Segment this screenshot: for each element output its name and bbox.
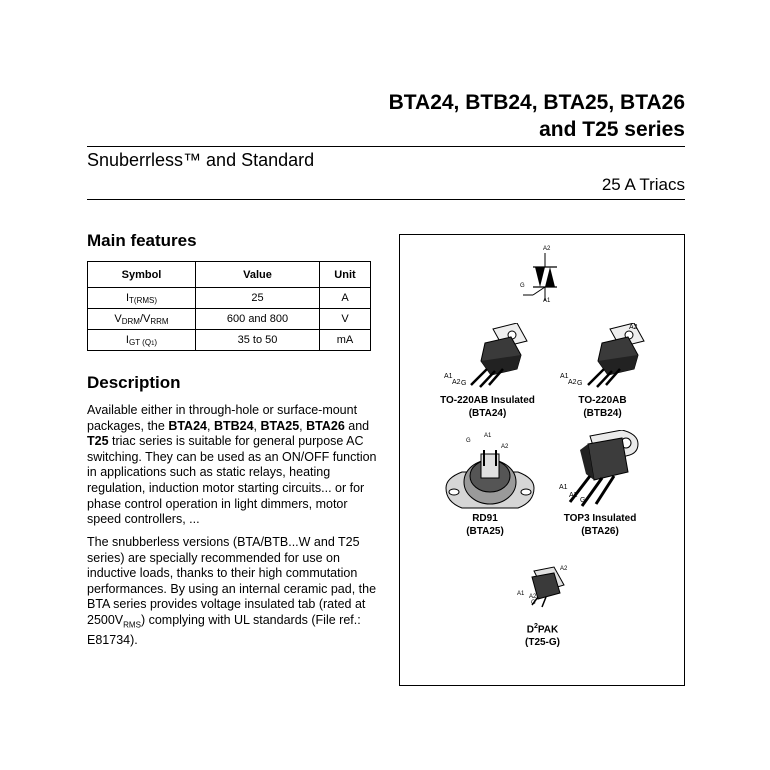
description-heading: Description: [87, 373, 181, 392]
pin-label-a1: A1: [543, 298, 551, 304]
description-paragraph-1: Available either in through-hole or surface-mount packages, the BTA24, BTB24, BTA25, BTA26 and T25 triac series is suitable for general purpose AC switching. They can be used as an ON/OFF function in applications such as static relays, heating regulation, induction motor starting circuits... or for phase control operation in light dimmers, motor speed controllers, ...: [87, 403, 377, 527]
package-part: (T25-G): [525, 637, 560, 649]
header-divider: [87, 199, 685, 200]
description-paragraph-2: The snubberless versions (BTA/BTB...W and T25 series) are specially recommended for use on inductive loads, thanks to their high commutation performances. By using an internal ceramic pad, the BTA series provides voltage insulated tab (rated at $2500V_{RMS}$) complying with UL standards (File ref.: E81734).: [87, 535, 377, 648]
package-name: TO-220AB Insulated: [440, 395, 535, 406]
package-to220: [530, 394, 675, 420]
title-line-1: BTA24, BTB24, BTA25, BTA26: [388, 91, 685, 114]
title-line-2: and T25 series: [539, 118, 685, 141]
package-part: (BTA24): [468, 408, 507, 419]
unit-cell: V: [320, 309, 371, 330]
package-part: (BTB24): [583, 408, 622, 419]
column-header-symbol: Symbol: [88, 262, 196, 288]
product-family: 25 A Triacs: [601, 175, 685, 194]
rd91-package-icon: [440, 440, 540, 515]
value-cell: 35 to 50: [196, 330, 320, 351]
main-features-heading: Main features: [87, 231, 197, 250]
to220-insulated-package-icon: [455, 323, 535, 388]
table-header-row: [88, 262, 371, 288]
pin-label-a2: A2: [543, 246, 551, 252]
main-features-table: [87, 261, 371, 351]
value-cell: 25: [196, 288, 320, 309]
table-row: [88, 330, 371, 351]
column-header-value: Value: [196, 262, 320, 288]
value-cell: 600 and 800: [196, 309, 320, 330]
package-top3: [525, 512, 675, 538]
document-title: [389, 89, 685, 143]
subtitle: Snuberrless™ and Standard: [87, 150, 315, 170]
unit-cell: mA: [320, 330, 371, 351]
unit-cell: A: [320, 288, 371, 309]
symbol-cell: $V_{DRM}/V_{RRM}$: [88, 309, 196, 330]
pin-label-g: G: [520, 283, 525, 289]
package-name: $D^2PAK$: [526, 623, 559, 636]
symbol-cell: $I_{GT (Q1)}$: [88, 330, 196, 351]
to220-package-icon: [572, 323, 652, 388]
package-panel: A2 A1 G A1 A2 G TO-220AB Insulated (BTA24) A2 A1 A2 G TO-220AB (BTB24) G A1 A2 RD91 (BTA25) A1 A2 G TOP3 Insulated (BTA26) A2 A1 A2 G $D^2PAK$ (T25-G): [399, 234, 685, 686]
column-header-unit: Unit: [320, 262, 371, 288]
title-divider: [87, 146, 685, 147]
table-row: [88, 288, 371, 309]
package-name: TOP3 Insulated: [563, 513, 637, 524]
package-name: RD91: [472, 513, 498, 524]
package-part: (BTA26): [581, 526, 619, 537]
table-row: [88, 309, 371, 330]
package-name: TO-220AB: [578, 395, 627, 406]
symbol-cell: $I_{T(RMS)}$: [88, 288, 196, 309]
package-part: (BTA25): [466, 526, 504, 537]
package-d2pak: [475, 620, 610, 649]
